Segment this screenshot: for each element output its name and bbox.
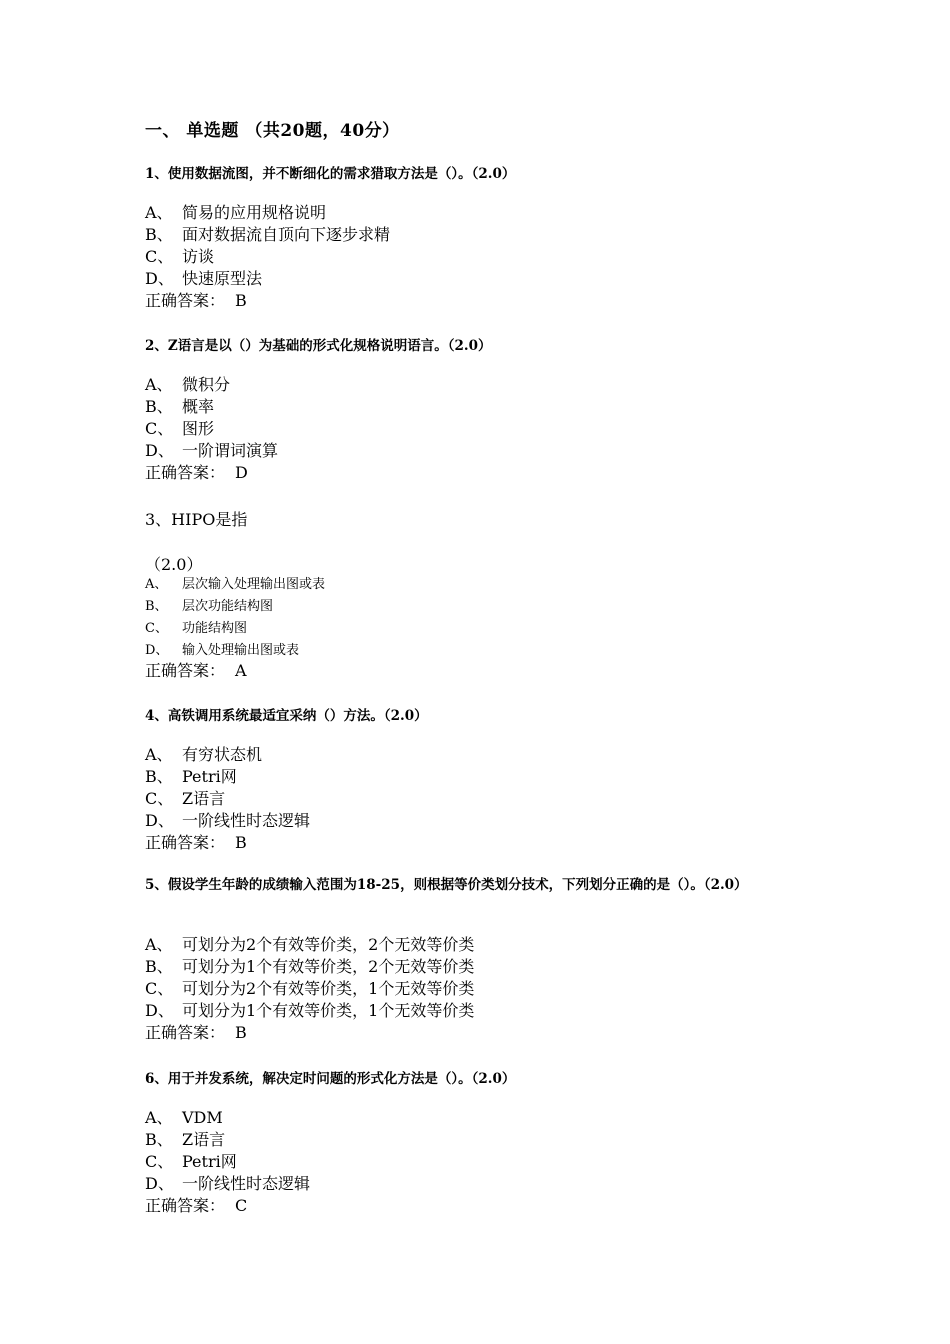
option-text: 微积分 [182,375,231,394]
question-3-option-a [145,574,325,596]
option-letter: D、 [145,269,174,288]
question-5-option-c [145,978,474,1000]
question-2-option-c [145,418,214,440]
answer-value: B [235,1023,247,1042]
option-text: 层次输入处理输出图或表 [182,577,326,592]
option-text: 一阶线性时态逻辑 [182,1174,311,1193]
question-4-option-c [145,788,225,810]
question-3-title: 3、HIPO是指 [145,510,248,529]
option-letter: D、 [145,1001,174,1020]
option-text: 功能结构图 [182,621,248,636]
question-6-option-d [145,1173,310,1195]
option-letter: A、 [145,1108,173,1127]
option-text: 面对数据流自顶向下逐步求精 [182,225,391,244]
question-4-answer [145,832,247,854]
answer-label: 正确答案： [145,833,226,852]
question-4-option-a [145,744,262,766]
option-letter: C、 [145,247,174,266]
option-text: 快速原型法 [182,269,263,288]
question-6-option-b [145,1129,225,1151]
option-letter: C、 [145,621,168,636]
option-text: 一阶线性时态逻辑 [182,811,311,830]
option-letter: B、 [145,599,168,614]
question-5-option-d [145,1000,474,1022]
option-text: 输入处理输出图或表 [182,643,300,658]
option-text: 可划分为2个有效等价类，2个无效等价类 [182,935,475,954]
question-3-option-d [145,640,299,662]
answer-label: 正确答案： [145,1023,226,1042]
question-2-title: 2、Z语言是以（）为基础的形式化规格说明语言。（2.0） [145,338,492,354]
question-2-option-b [145,396,214,418]
question-1-option-a [145,202,326,224]
question-3-option-c [145,618,247,640]
option-text: 有穷状态机 [182,745,263,764]
question-4-option-d [145,810,310,832]
option-text: 概率 [182,397,215,416]
question-1-option-b [145,224,390,246]
option-text: 访谈 [182,247,215,266]
question-1-option-d [145,268,262,290]
question-5-answer [145,1022,247,1044]
option-letter: C、 [145,789,174,808]
question-1-answer [145,290,247,312]
option-letter: C、 [145,1152,174,1171]
option-text: 可划分为1个有效等价类，1个无效等价类 [182,1001,475,1020]
option-text: Z语言 [182,1130,226,1149]
option-letter: D、 [145,1174,174,1193]
answer-value: D [235,463,248,482]
question-5-option-b [145,956,474,978]
question-1-option-c [145,246,214,268]
option-letter: A、 [145,203,173,222]
question-6-answer [145,1195,247,1217]
question-2-answer [145,462,248,484]
option-text: Petri网 [182,1152,237,1171]
answer-label: 正确答案： [145,1196,226,1215]
question-6-option-c [145,1151,237,1173]
option-letter: A、 [145,935,173,954]
answer-label: 正确答案： [145,463,226,482]
option-letter: B、 [145,767,173,786]
answer-value: B [235,291,247,310]
option-text: 一阶谓词演算 [182,441,279,460]
option-letter: D、 [145,643,169,658]
question-3-answer [145,660,247,682]
option-text: VDM [182,1108,223,1127]
option-text: 可划分为1个有效等价类，2个无效等价类 [182,957,475,976]
question-2-option-a [145,374,230,396]
option-text: 可划分为2个有效等价类，1个无效等价类 [182,979,475,998]
option-letter: A、 [145,577,168,592]
option-text: Z语言 [182,789,226,808]
answer-label: 正确答案： [145,291,226,310]
section-title: 一、 单选题 （共20题，40分） [145,121,400,141]
option-letter: B、 [145,397,173,416]
option-letter: C、 [145,979,174,998]
question-3-score: （2.0） [145,555,203,574]
option-letter: B、 [145,225,173,244]
option-letter: D、 [145,441,174,460]
option-letter: C、 [145,419,174,438]
question-6-title: 6、用于并发系统，解决定时问题的形式化方法是（）。（2.0） [145,1071,516,1087]
question-4-title: 4、高铁调用系统最适宜采纳（）方法。（2.0） [145,708,428,724]
answer-value: C [235,1196,248,1215]
answer-label: 正确答案： [145,661,226,680]
question-6-option-a [145,1107,223,1129]
option-text: 层次功能结构图 [182,599,274,614]
answer-value: A [235,661,247,680]
option-letter: A、 [145,375,173,394]
option-letter: D、 [145,811,174,830]
question-3-option-b [145,596,273,618]
answer-value: B [235,833,247,852]
option-letter: A、 [145,745,173,764]
question-2-option-d [145,440,278,462]
question-4-option-b [145,766,237,788]
question-5-title: 5、假设学生年龄的成绩输入范围为18-25，则根据等价类划分技术，下列划分正确的是（）。（2.0） [145,877,748,893]
question-5-option-a [145,934,474,956]
question-1-title: 1、使用数据流图，并不断细化的需求猎取方法是（）。（2.0） [145,166,516,182]
option-letter: B、 [145,957,173,976]
option-letter: B、 [145,1130,173,1149]
option-text: Petri网 [182,767,237,786]
option-text: 简易的应用规格说明 [182,203,327,222]
option-text: 图形 [182,419,215,438]
